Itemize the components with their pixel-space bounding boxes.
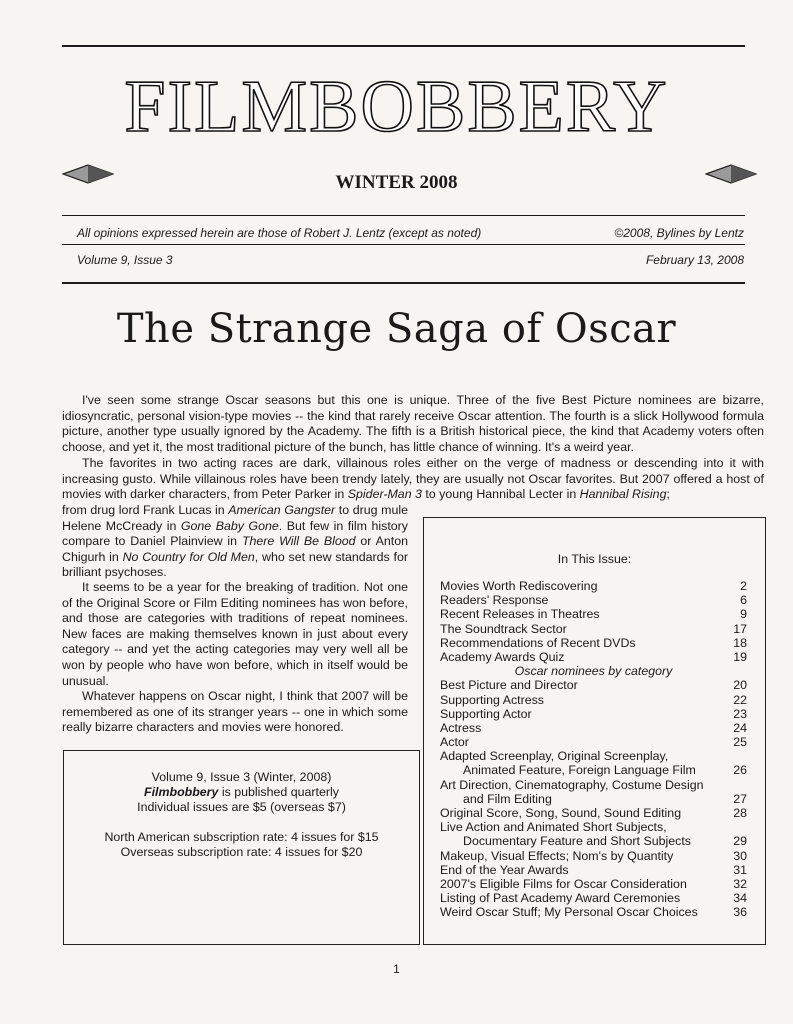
- table-of-contents: [423, 517, 766, 945]
- toc-item: Movies Worth Rediscovering 2: [440, 579, 747, 593]
- toc-item: Recent Releases in Theatres 9: [440, 607, 747, 622]
- toc-item: Documentary Feature and Short Subjects 29: [463, 834, 747, 849]
- toc-item: and Film Editing 27: [463, 791, 747, 806]
- toc-item: Best Picture and Director 20: [440, 678, 747, 693]
- divider-1: [62, 215, 745, 216]
- toc-item: Art Direction, Cinematography, Costume Design: [440, 777, 704, 792]
- issue-date: February 13, 2008: [645, 253, 744, 267]
- subscription-frequency: Filmbobbery is published quarterly: [144, 785, 339, 799]
- divider-2: [62, 244, 745, 245]
- article-paragraph-1: I've seen some strange Oscar seasons but this one is unique. Three of the five Best Picture nominees are bizarre, idiosyncratic, personal vision-type movies -- the kind that rarely receive Oscar attention. The fourth is a slick Hollywood formula picture, another type usually ignored by the Academy. The fifth is a British historical piece, the kind that Academy voters often choose, and yet it, the most traditional picture of the bunch, has little chance of winning. It's a weird year.: [62, 393, 764, 454]
- toc-list: [440, 579, 747, 920]
- masthead-title: FILMBOBBERY: [124, 66, 669, 148]
- toc-item: Weird Oscar Stuff; My Personal Oscar Choices 36: [440, 905, 747, 920]
- top-rule: [62, 45, 745, 47]
- page-number: 1: [393, 962, 400, 976]
- subscription-issue: Volume 9, Issue 3 (Winter, 2008): [151, 770, 332, 784]
- disclaimer: All opinions expressed herein are those of Robert J. Lentz (except as noted): [77, 226, 482, 240]
- toc-item: End of the Year Awards 31: [440, 862, 747, 877]
- toc-item: Academy Awards Quiz 19: [440, 649, 747, 664]
- divider-3: [62, 282, 745, 284]
- toc-subheading: Oscar nominees by category: [514, 664, 673, 679]
- subscription-single-price: Individual issues are $5 (overseas $7): [137, 800, 346, 814]
- toc-item: Supporting Actor 23: [440, 706, 747, 721]
- issue-season: WINTER 2008: [335, 172, 458, 193]
- subscription-overseas-rate: Overseas subscription rate: 4 issues for $20: [120, 845, 363, 859]
- volume-issue: Volume 9, Issue 3: [77, 253, 173, 267]
- right-diamond-ornament: [705, 164, 757, 184]
- film-title: American Gangster: [228, 503, 336, 517]
- article-paragraph-2-top: The favorites in two acting races are dark, villainous roles either on the verge of madness or descending into it with increasing gusto. While villainous roles have been trendy lately, they are usually not Oscar favorites. But 2007 offered a host of movies with darker characters, from Peter Parker in Spider-Man 3 to young Hannibal Lecter in Hannibal Rising;: [62, 456, 764, 502]
- toc-heading: In This Issue:: [557, 552, 632, 566]
- toc-item: Recommendations of Recent DVDs 18: [440, 635, 747, 650]
- film-title: No Country for Old Men: [122, 549, 255, 564]
- toc-item: Actress 24: [440, 720, 747, 735]
- toc-item: Listing of Past Academy Award Ceremonies 34: [440, 891, 747, 906]
- toc-item: Original Score, Song, Sound, Sound Editing 28: [440, 806, 747, 820]
- toc-item: Readers' Response 6: [440, 593, 747, 608]
- article-paragraph-4: Whatever happens on Oscar night, I think that 2007 will be remembered as one of its stranger years -- one in which some really bizarre characters and movies were honored.: [62, 689, 408, 735]
- copyright: ©2008, Bylines by Lentz: [614, 226, 744, 240]
- article-paragraph-2-bottom: from drug lord Frank Lucas in American Gangster to drug mule Helene McCready in Gone Baby Gone. But few in film history compare to Daniel Plainview in There Will Be Blood or Anton Chigurh in No Country for Old Men, who set new standards for brilliant psychoses.: [62, 503, 408, 580]
- toc-item: Adapted Screenplay, Original Screenplay,: [440, 749, 669, 764]
- toc-item: The Soundtrack Sector 17: [440, 621, 747, 636]
- toc-item: Makeup, Visual Effects; Nom's by Quantity 30: [440, 848, 747, 863]
- toc-item: Live Action and Animated Short Subjects,: [440, 820, 667, 835]
- film-title: There Will Be Blood: [241, 534, 356, 549]
- toc-item: 2007's Eligible Films for Oscar Consideration 32: [440, 876, 747, 891]
- newsletter-name: Filmbobbery: [144, 785, 219, 799]
- subscription-box: [63, 750, 420, 945]
- toc-item: Animated Feature, Foreign Language Film 26: [463, 763, 747, 778]
- article-title: The Strange Saga of Oscar: [116, 306, 677, 352]
- article-paragraph-3: It seems to be a year for the breaking of tradition. Not one of the Original Score or Film Editing nominees has won before, and those are categories with traditions of repeat nominees. New faces are making themselves known in just about every category -- and yet the acting categories may very well all be won by people who have won before, which in itself would be unusual.: [62, 580, 408, 688]
- subscription-na-rate: North American subscription rate: 4 issues for $15: [104, 830, 379, 844]
- film-title: Hannibal Rising: [579, 487, 667, 502]
- film-title: Gone Baby Gone: [180, 518, 279, 533]
- toc-item: Supporting Actress 22: [440, 692, 747, 707]
- film-title: Spider-Man 3: [347, 487, 422, 502]
- toc-item: Actor 25: [440, 735, 747, 750]
